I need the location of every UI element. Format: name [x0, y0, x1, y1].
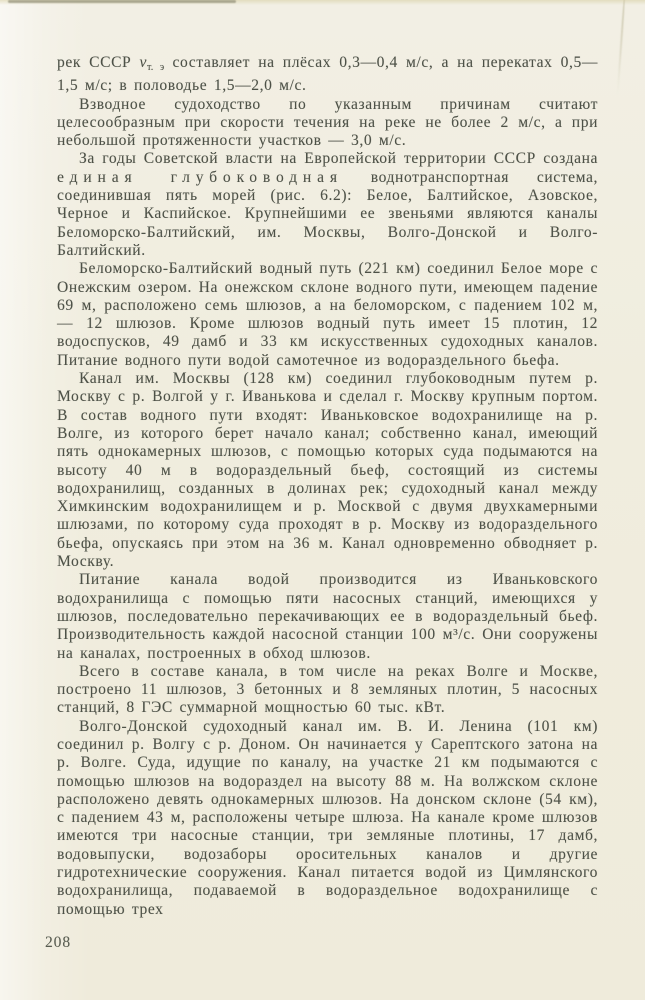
- scan-edge-mark: [8, 0, 236, 3]
- page-number: 208: [45, 934, 72, 951]
- paragraph-5: Канал им. Москвы (128 км) соединил глубоководным путем р. Москву с р. Волгой у г. Иванькова и сделал г. Москву крупным портом. В состав водного пути входят: Иваньковское водохранилище на р. Волге, из которого берет начало канал; собственно канал, имеющий пять однокамерных шлюзов, с помощью которых суда подымаются на высоту 40 м в водораздельный бьеф, состоящий из системы водохранилищ, созданных в долинах рек; судоходный канал между Химкинским водохранилищем и р. Москвой с двумя двухкамерными шлюзами, по которому суда проходят в р. Москву из водораздельного бьефа, опускаясь при этом на 36 м. Канал одновременно обводняет р. Москву.: [57, 370, 598, 571]
- paragraph-1: [57, 54, 598, 96]
- paragraph-4: Беломорско-Балтийский водный путь (221 км) соединил Белое море с Онежским озером. На онежском склоне водного пути, имеющем падение 69 м, расположено семь шлюзов, а на беломорском, с падением 102 м, — 12 шлюзов. Кроме шлюзов водный путь имеет 15 плотин, 12 водоспусков, 49 дамб и 33 км искусственных судоходных каналов. Питание водного пути водой самотечное из водораздельного бьефа.: [57, 260, 598, 369]
- paragraph-3-pre: За годы Советской власти на Европейской территории СССР создана: [79, 150, 598, 168]
- paragraph-8: Волго-Донской судоходный канал им. В. И. Ленина (101 км) соединил р. Волгу с р. Доном. Он начинается у Сарептского затона на р. Волге. Суда, идущие по каналу, на участке 21 км подымаются с помощью шлюзов на водораздел на высоту 88 м. На волжском склоне расположено девять однокамерных шлюзов. На донском склоне (54 км), с падением 43 м, расположены четыре шлюза. На канале кроме шлюзов имеются три насосные станции, три земляные плотины, 17 дамб, водовыпуски, водозаборы оросительных каналов и другие гидротехнические сооружения. Канал питается водой из Цимлянского водохранилища, подаваемой в водораздельное водохранилище с помощью трех: [57, 717, 598, 918]
- paragraph-1-pre: рек СССР: [57, 54, 140, 71]
- paragraph-6: Питание канала водой производится из Иваньковского водохранилища с помощью пяти насосных станций, имеющихся у шлюзов, последовательно перекачивающих ее в водораздельный бьеф. Производительность каждой насосной станции 100 м³/с. Они сооружены на каналах, построенных в обход шлюзов.: [57, 571, 598, 662]
- paragraph-2: Взводное судоходство по указанным причинам считают целесообразным при скорости течения на реке не более 2 м/с, а при небольшой протяженности участков — 3,0 м/с.: [57, 95, 598, 150]
- paragraph-1-post: составляет на плёсах 0,3—0,4 м/с, а на перекатах 0,5—1,5 м/с; в половодье 1,5—2,0 м/с.: [57, 54, 598, 95]
- velocity-variable-subscript: т. э: [146, 62, 165, 73]
- velocity-variable: v: [139, 54, 147, 71]
- paragraph-3-post: воднотранспортная система, соединившая пять морей (рис. 6.2): Белое, Балтийское, Азовское, Черное и Каспийское. Крупнейшими ее звеньями являются каналы Беломорско-Балтийский, им. Москвы, Волго-Донской и Волго-Балтийский.: [57, 168, 598, 259]
- letterspaced-emphasis: единая глубоководная: [57, 168, 343, 186]
- paragraph-3: [57, 150, 598, 260]
- paper-crease: [617, 0, 626, 96]
- paragraph-7: Всего в составе канала, в том числе на реках Волге и Москве, построено 11 шлюзов, 3 бетонных и 8 земляных плотин, 5 насосных станций, 8 ГЭС суммарной мощностью 60 тыс. кВт.: [57, 662, 598, 717]
- text-block: [57, 54, 598, 919]
